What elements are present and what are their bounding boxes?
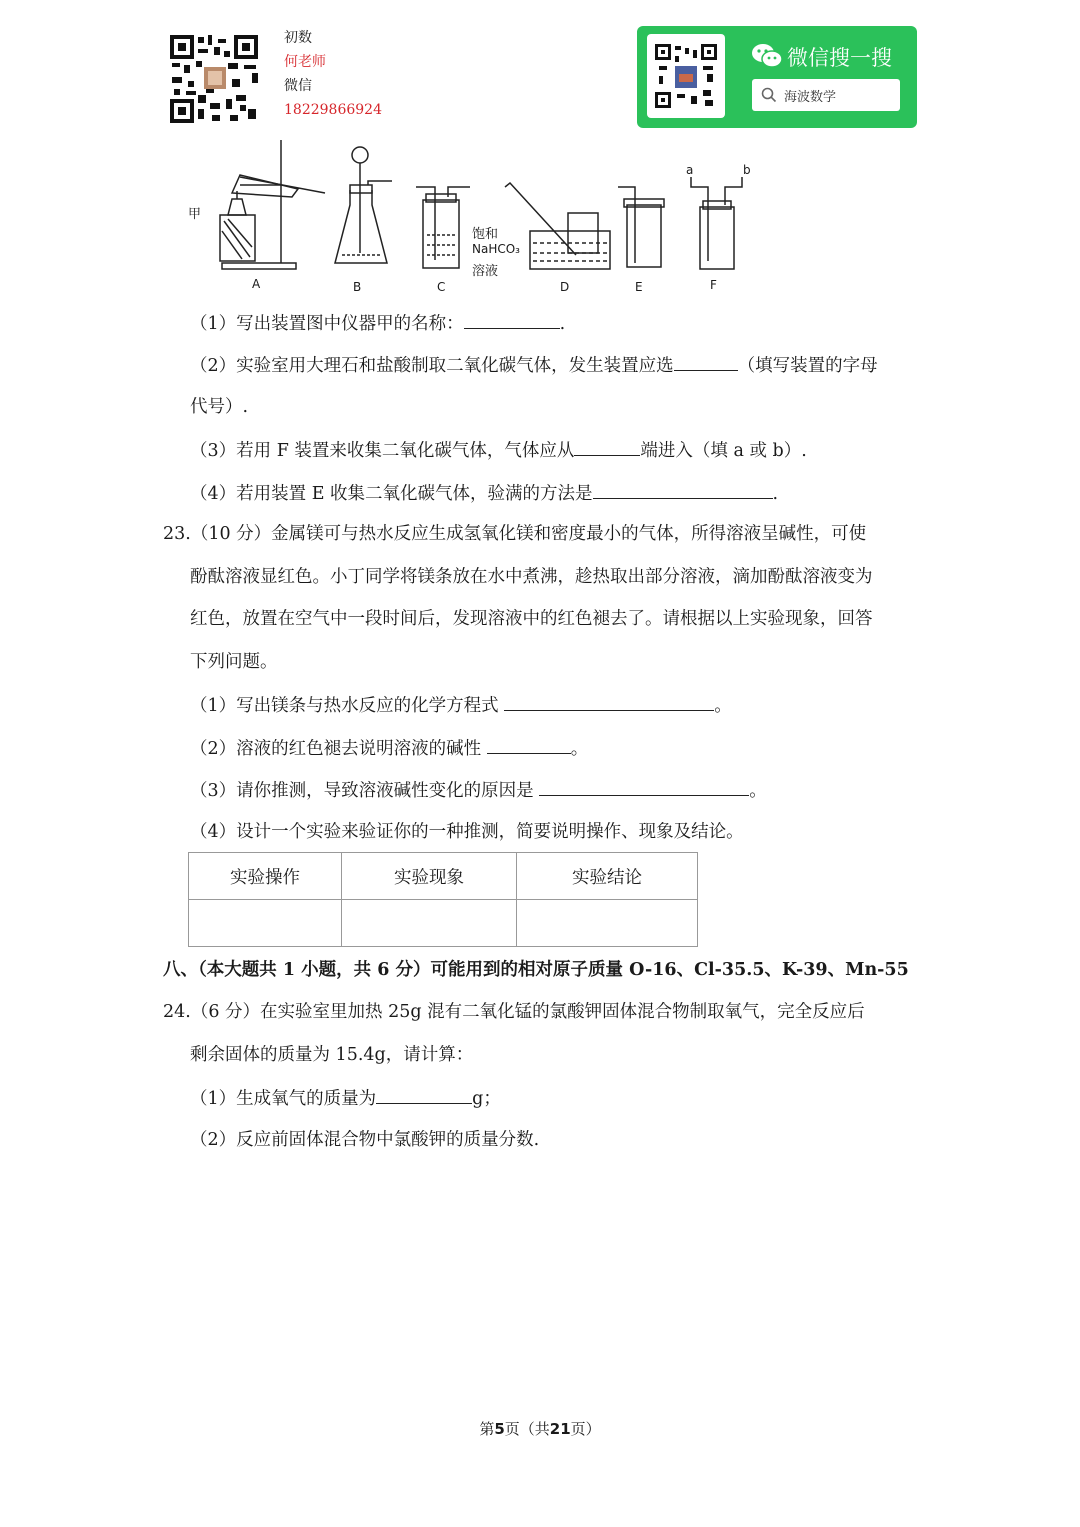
- table-header-cell: 实验结论: [517, 853, 698, 900]
- label-jia: 甲: [188, 207, 202, 222]
- q23-part2: （2）溶液的红色褪去说明溶液的碱性 。: [190, 735, 588, 761]
- answer-blank[interactable]: [376, 1085, 472, 1104]
- page-number: 5: [494, 1420, 505, 1438]
- wechat-icon: [751, 42, 783, 70]
- q24-part2: （2）反应前固体混合物中氯酸钾的质量分数.: [190, 1130, 540, 1150]
- label-e: E: [635, 280, 643, 294]
- search-icon: [761, 87, 777, 103]
- q23-part1: （1）写出镁条与热水反应的化学方程式 。: [190, 692, 732, 718]
- label-b: B: [353, 280, 362, 294]
- c-label-1: 饱和: [472, 227, 499, 242]
- q22-part1: （1）写出装置图中仪器甲的名称： .: [190, 310, 565, 336]
- wechat-search-title: 微信搜一搜: [787, 46, 892, 70]
- wechat-search-box[interactable]: [752, 79, 900, 111]
- q24-stem-1: 24.（6 分）在实验室里加热 25g 混有二氧化锰的氯酸钾固体混合物制取氧气，完全反应后: [163, 1002, 865, 1022]
- answer-blank[interactable]: [574, 437, 640, 456]
- answer-blank[interactable]: [674, 352, 738, 371]
- q22-part2: （2）实验室用大理石和盐酸制取二氧化碳气体，发生装置应选 （填写装置的字母: [190, 352, 878, 378]
- table-cell[interactable]: [517, 900, 698, 947]
- q23-part4: （4）设计一个实验来验证你的一种推测，简要说明操作、现象及结论。: [190, 822, 744, 842]
- q23-stem-2: 酚酞溶液显红色。小丁同学将镁条放在水中煮沸，趁热取出部分溶液，滴加酚酞溶液变为: [190, 567, 873, 587]
- q24-stem-2: 剩余固体的质量为 15.4g，请计算：: [190, 1045, 474, 1065]
- table-row: [189, 900, 698, 947]
- answer-blank[interactable]: [464, 310, 560, 329]
- experiment-table: [188, 852, 698, 947]
- c-label-3: 溶液: [472, 264, 499, 279]
- qr-code-right: [647, 34, 725, 118]
- qr-code-left: [168, 33, 260, 125]
- table-header-cell: 实验操作: [189, 853, 342, 900]
- tube-label-a: a: [686, 163, 694, 177]
- label-c: C: [437, 280, 446, 294]
- q23-part3: （3）请你推测，导致溶液碱性变化的原因是 。: [190, 777, 767, 803]
- label-f: F: [710, 278, 717, 292]
- q23-stem-3: 红色，放置在空气中一段时间后，发现溶液中的红色褪去了。请根据以上实验现象，回答: [190, 609, 873, 629]
- table-header-cell: 实验现象: [342, 853, 517, 900]
- label-a: A: [252, 277, 261, 291]
- q23-stem-4: 下列问题。: [190, 652, 278, 672]
- contact-line-1: 初数: [284, 30, 312, 46]
- search-query: 海波数学: [784, 90, 837, 105]
- phone-number: 18229866924: [284, 102, 382, 118]
- table-cell[interactable]: [189, 900, 342, 947]
- page-total: 21: [549, 1420, 571, 1438]
- section-8-title: 八、（本大题共 1 小题，共 6 分）可能用到的相对原子质量 O-16、Cl-35.5、K-39、Mn-55: [163, 960, 909, 980]
- c-label-2: NaHCO₃: [472, 242, 520, 256]
- table-header-row: [189, 853, 698, 900]
- tube-label-b: b: [743, 163, 751, 177]
- answer-blank[interactable]: [539, 777, 749, 796]
- page-footer: 第5页（共21页）: [479, 1420, 601, 1438]
- q22-part4: （4）若用装置 E 收集二氧化碳气体，验满的方法是 .: [190, 480, 778, 506]
- q22-part2-cont: 代号）.: [190, 397, 249, 417]
- teacher-name: 何老师: [284, 54, 326, 70]
- answer-blank[interactable]: [593, 480, 773, 499]
- wechat-search-card: [637, 26, 917, 128]
- q23-stem-1: 23.（10 分）金属镁可与热水反应生成氢氧化镁和密度最小的气体，所得溶液呈碱性，可使: [163, 524, 867, 544]
- answer-blank[interactable]: [487, 735, 571, 754]
- contact-line-3: 微信: [284, 78, 312, 94]
- q22-part3: （3）若用 F 装置来收集二氧化碳气体，气体应从 端进入（填 a 或 b）.: [190, 437, 807, 463]
- apparatus-figure: [180, 135, 760, 300]
- label-d: D: [560, 280, 570, 294]
- answer-blank[interactable]: [504, 692, 714, 711]
- table-cell[interactable]: [342, 900, 517, 947]
- q24-part1: （1）生成氧气的质量为 g；: [190, 1085, 501, 1111]
